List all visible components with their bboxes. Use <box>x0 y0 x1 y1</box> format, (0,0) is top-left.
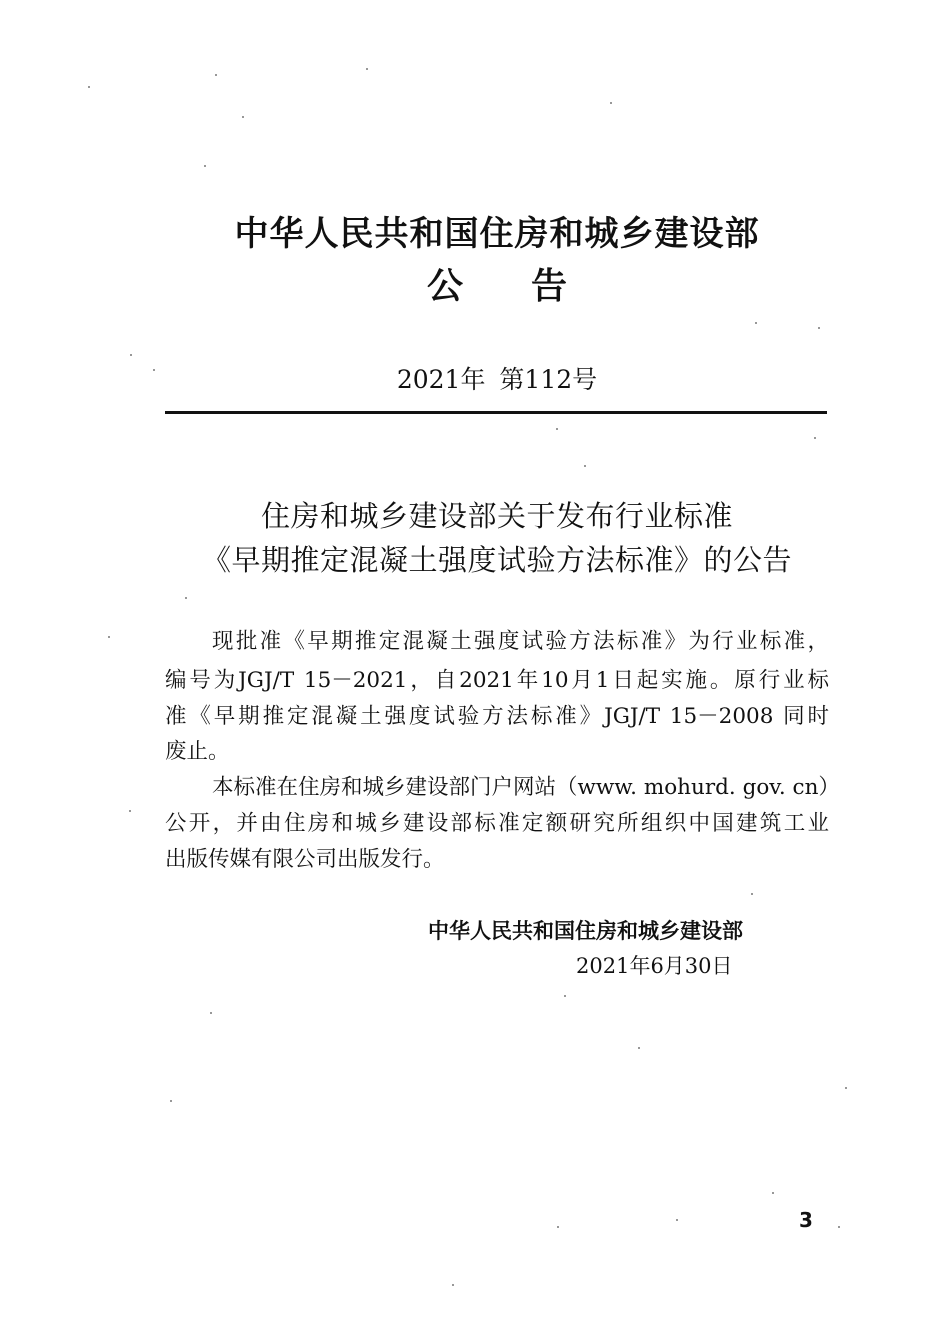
scan-speck <box>129 810 131 812</box>
body-paragraph-1-line: 现批准《早期推定混凝土强度试验方法标准》为行业标准， <box>212 629 829 654</box>
scan-speck <box>210 1012 212 1014</box>
page-number: 3 <box>799 1208 813 1232</box>
scan-speck <box>242 116 244 118</box>
issuer-heading: 中华人民共和国住房和城乡建设部 <box>234 214 760 254</box>
scan-speck <box>366 68 368 70</box>
scan-speck <box>204 165 206 167</box>
body-paragraph-2-line: 出版传媒有限公司出版发行。 <box>165 847 445 872</box>
scan-speck <box>185 597 187 599</box>
scan-speck <box>676 1219 678 1221</box>
scan-speck <box>556 428 558 430</box>
document-title-line-2: 《早期推定混凝土强度试验方法标准》的公告 <box>201 543 792 577</box>
scan-speck <box>153 369 155 371</box>
scan-speck <box>610 102 612 104</box>
scan-speck <box>818 327 820 329</box>
body-paragraph-1-line: 准《早期推定混凝土强度试验方法标准》JGJ/T 15－2008 同时 <box>165 704 829 729</box>
scan-speck <box>170 1100 172 1102</box>
scan-speck <box>814 437 816 439</box>
scan-speck <box>557 1226 559 1228</box>
scan-speck <box>452 1284 454 1286</box>
scan-speck <box>215 74 217 76</box>
scan-speck <box>130 354 132 356</box>
body-paragraph-2-line: 本标准在住房和城乡建设部门户网站（www. mohurd. gov. cn） <box>212 775 840 800</box>
scan-speck <box>88 86 90 88</box>
scan-speck <box>564 995 566 997</box>
scan-speck <box>845 1087 847 1089</box>
header-divider <box>165 411 827 414</box>
issue-number: 2021年 第112号 <box>396 365 598 394</box>
scan-speck <box>751 893 753 895</box>
body-paragraph-2-line: 公开，并由住房和城乡建设部标准定额研究所组织中国建筑工业 <box>165 811 829 836</box>
scan-speck <box>772 1192 774 1194</box>
signature-date: 2021年6月30日 <box>576 954 733 978</box>
notice-heading: 公告 <box>426 266 635 307</box>
signature-organization: 中华人民共和国住房和城乡建设部 <box>428 919 743 943</box>
body-paragraph-1-line: 废止。 <box>165 739 230 764</box>
document-title-line-1: 住房和城乡建设部关于发布行业标准 <box>260 499 733 533</box>
scan-speck <box>755 322 757 324</box>
scan-speck <box>838 1226 840 1228</box>
scan-speck <box>584 465 586 467</box>
scan-speck <box>638 1047 640 1049</box>
scan-speck <box>108 636 110 638</box>
body-paragraph-1-line: 编号为JGJ/T 15－2021，自2021年10月1日起实施。原行业标 <box>165 668 829 693</box>
